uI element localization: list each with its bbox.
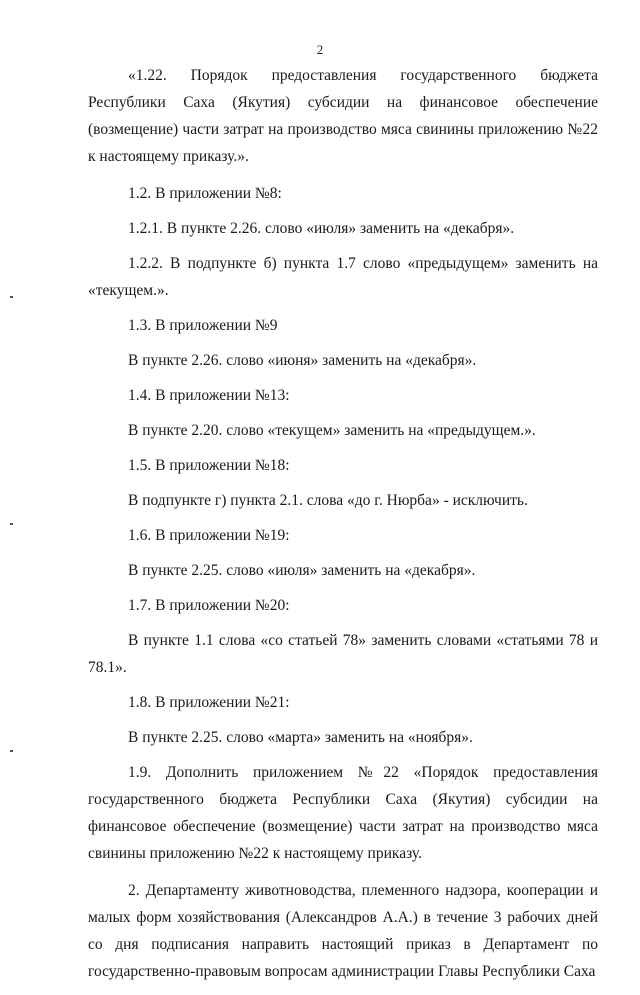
scan-speck [10, 296, 13, 298]
paragraph-1-22: «1.22. Порядок предоставления государственного бюджета Республики Саха (Якутия) субсидии на финансовое обеспечение (возмещение) части затрат на производство мяса свинины приложению №22 к настоящему приказу.». [88, 67, 598, 165]
paragraph-1-4: 1.4. В приложении №13: [128, 387, 290, 404]
paragraph-1-4-text: В пункте 2.20. слово «текущем» заменить на «предыдущем.». [128, 422, 536, 439]
paragraph-1-9: 1.9. Дополнить приложением №22 «Порядок предоставления государственного бюджета Республики Саха (Якутия) субсидии на финансовое обеспечение (возмещение) части затрат на производство мяса свинины приложению №22 к настоящему приказу. [88, 764, 598, 862]
paragraph-1-6: 1.6. В приложении №19: [128, 527, 290, 544]
paragraph-1-8: 1.8. В приложении №21: [128, 694, 290, 711]
paragraph-1-2-2: 1.2.2. В подпункте б) пункта 1.7 слово «предыдущем» заменить на «текущем.». [88, 255, 598, 299]
paragraph-1-7-text: В пункте 1.1 слова «со статьей 78» заменить словами «статьями 78 и 78.1». [88, 632, 598, 676]
paragraph-1-5-text: В подпункте г) пункта 2.1. слова «до г. Нюрба» - исключить. [128, 492, 528, 509]
document-body [88, 62, 598, 995]
paragraph-1-5: 1.5. В приложении №18: [128, 457, 290, 474]
paragraph-1-3-text: В пункте 2.26. слово «июня» заменить на «декабря». [128, 352, 477, 369]
scan-speck [10, 523, 13, 525]
paragraph-1-2-1: 1.2.1. В пункте 2.26. слово «июля» заменить на «декабря». [128, 220, 515, 237]
paragraph-1-2: 1.2. В приложении №8: [128, 185, 282, 202]
scan-speck [10, 750, 13, 752]
paragraph-1-3: 1.3. В приложении №9 [128, 317, 278, 334]
paragraph-1-6-text: В пункте 2.25. слово «июля» заменить на «декабря». [128, 562, 476, 579]
page-number: 2 [316, 42, 324, 57]
paragraph-2: 2. Департаменту животноводства, племенного надзора, кооперации и малых форм хозяйствования (Александров А.А.) в течение 3 рабочих дней со дня подписания направить настоящий приказ в Департамент по государственно-правовым вопросам администрации Главы Республики Саха [88, 882, 598, 980]
paragraph-1-8-text: В пункте 2.25. слово «марта» заменить на «ноября». [128, 729, 473, 746]
paragraph-1-7: 1.7. В приложении №20: [128, 597, 290, 614]
